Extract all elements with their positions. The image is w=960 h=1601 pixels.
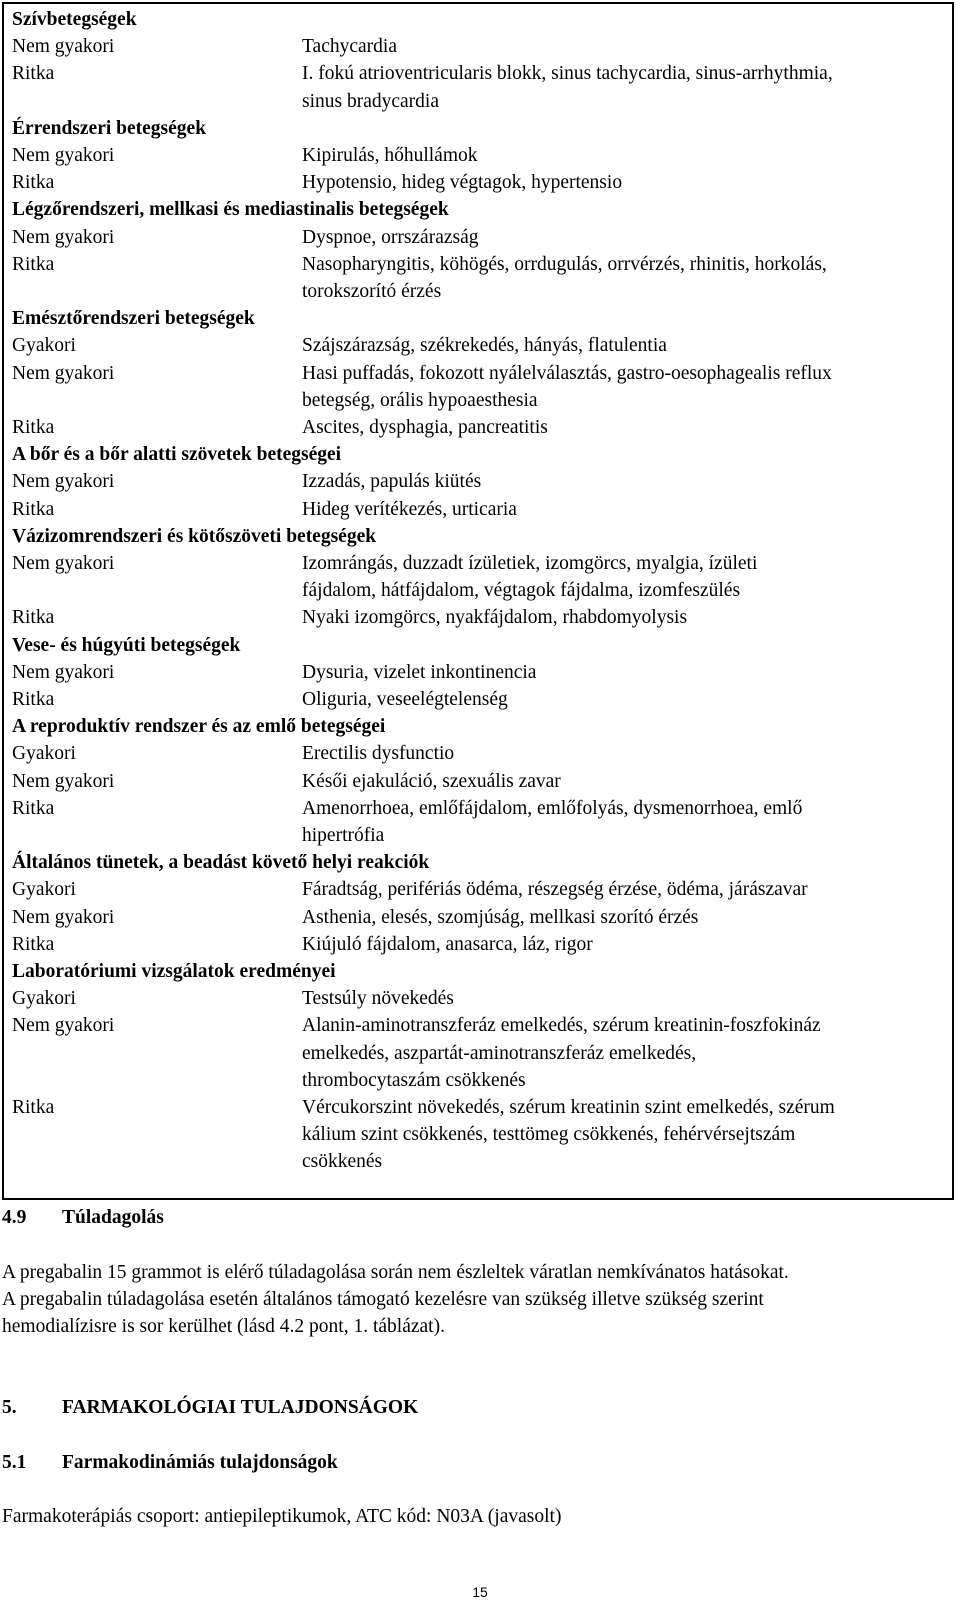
adverse-reaction-text: Nasopharyngitis, köhögés, orrdugulás, orrvérzés, rhinitis, horkolás,	[302, 253, 827, 275]
pharmacotherapeutic-group: Farmakoterápiás csoport: antiepileptikumok, ATC kód: N03A (javasolt)	[2, 1506, 562, 1527]
frequency-label: Gyakori	[12, 335, 76, 357]
adverse-reaction-text: Hasi puffadás, fokozott nyálelválasztás, gastro-oesophagealis reflux	[302, 362, 832, 384]
frequency-label: Ritka	[12, 1097, 55, 1118]
adverse-reaction-text: Ascites, dysphagia, pancreatitis	[302, 417, 548, 438]
frequency-label: Nem gyakori	[12, 1015, 115, 1037]
frequency-label: Ritka	[12, 253, 55, 275]
category-heading: A bőr és a bőr alatti szövetek betegségei	[12, 444, 342, 466]
section-5-1-number: 5.1	[2, 1452, 27, 1473]
section-5-title: FARMAKOLÓGIAI TULAJDONSÁGOK	[62, 1397, 419, 1418]
section-4-9-title: Túladagolás	[62, 1207, 164, 1228]
frequency-label: Ritka	[12, 63, 55, 85]
adverse-reaction-text: Kiújuló fájdalom, anasarca, láz, rigor	[302, 933, 593, 955]
adverse-reaction-text: Dysuria, vizelet inkontinencia	[302, 661, 537, 683]
adverse-reaction-text: thrombocytaszám csökkenés	[302, 1069, 526, 1091]
category-heading: Szívbetegségek	[12, 9, 137, 30]
frequency-label: Nem gyakori	[12, 145, 115, 166]
adverse-reaction-text: Izomrángás, duzzadt ízületiek, izomgörcs, myalgia, ízületi	[302, 553, 758, 574]
adverse-reaction-text: Dyspnoe, orrszárazság	[302, 226, 479, 248]
adverse-reaction-text: I. fokú atrioventricularis blokk, sinus tachycardia, sinus-arrhythmia,	[302, 63, 833, 85]
adverse-reaction-text: emelkedés, aszpartát-aminotranszferáz emelkedés,	[302, 1042, 697, 1064]
category-heading: Vázizomrendszeri és kötőszöveti betegségek	[12, 525, 377, 547]
adverse-reaction-text: Szájszárazság, székrekedés, hányás, flatulentia	[302, 335, 667, 357]
adverse-reaction-text: Vércukorszint növekedés, szérum kreatinin szint emelkedés, szérum	[302, 1097, 835, 1118]
adverse-reaction-text: Hypotensio, hideg végtagok, hypertensio	[302, 172, 623, 194]
frequency-label: Nem gyakori	[12, 770, 115, 792]
adverse-reaction-text: sinus bradycardia	[302, 90, 439, 112]
adverse-reaction-text: Amenorrhoea, emlőfájdalom, emlőfolyás, dysmenorrhoea, emlő	[302, 797, 803, 819]
section-4-9-number: 4.9	[2, 1207, 27, 1228]
page-number: 15	[472, 1584, 488, 1600]
adverse-reaction-text: Asthenia, elesés, szomjúság, mellkasi szorító érzés	[302, 906, 699, 928]
adverse-reaction-text: csökkenés	[302, 1151, 383, 1173]
frequency-label: Nem gyakori	[12, 906, 115, 928]
category-heading: Laboratóriumi vizsgálatok eredményei	[12, 961, 336, 982]
adverse-reaction-text: Nyaki izomgörcs, nyakfájdalom, rhabdomyolysis	[302, 607, 688, 629]
adverse-reaction-text: Alanin-aminotranszferáz emelkedés, szérum kreatinin-foszfokináz	[302, 1015, 821, 1037]
category-heading: Általános tünetek, a beadást követő helyi reakciók	[12, 852, 430, 874]
overdose-paragraph-line: hemodialízisre is sor kerülhet (lásd 4.2 pont, 1. táblázat).	[2, 1316, 445, 1337]
frequency-label: Ritka	[12, 933, 55, 955]
adverse-reaction-text: Oliguria, veseelégtelenség	[302, 689, 508, 710]
frequency-label: Nem gyakori	[12, 661, 115, 683]
frequency-label: Nem gyakori	[12, 36, 115, 58]
adverse-reaction-text: Fáradtság, perifériás ödéma, részegség érzése, ödéma, járászavar	[302, 879, 808, 901]
category-heading: A reproduktív rendszer és az emlő betegségei	[12, 716, 386, 738]
adverse-reaction-text: Izzadás, papulás kiütés	[302, 471, 482, 493]
adverse-reaction-text: Testsúly növekedés	[302, 988, 454, 1010]
adverse-reaction-text: Tachycardia	[302, 36, 397, 58]
adverse-reaction-text: kálium szint csökkenés, testtömeg csökkenés, fehérvérsejtszám	[302, 1124, 796, 1146]
frequency-label: Nem gyakori	[12, 226, 115, 248]
frequency-label: Ritka	[12, 498, 55, 520]
frequency-label: Ritka	[12, 417, 55, 438]
overdose-paragraph-line: A pregabalin 15 grammot is elérő túladagolása során nem észleltek váratlan nemkívánatos hatásokat.	[2, 1262, 789, 1283]
adverse-reaction-text: Késői ejakuláció, szexuális zavar	[302, 770, 561, 792]
frequency-label: Nem gyakori	[12, 553, 115, 574]
frequency-label: Ritka	[12, 607, 55, 629]
frequency-label: Gyakori	[12, 743, 76, 765]
frequency-label: Ritka	[12, 172, 55, 194]
adverse-reaction-text: torokszorító érzés	[302, 281, 442, 302]
category-heading: Vese- és húgyúti betegségek	[12, 634, 241, 656]
frequency-label: Nem gyakori	[12, 362, 115, 384]
adverse-reaction-text: Kipirulás, hőhullámok	[302, 145, 478, 166]
category-heading: Légzőrendszeri, mellkasi és mediastinalis betegségek	[12, 199, 449, 221]
adverse-reaction-text: fájdalom, hátfájdalom, végtagok fájdalma, izomfeszülés	[302, 580, 741, 602]
section-5-1-title: Farmakodinámiás tulajdonságok	[62, 1452, 338, 1473]
section-5-number: 5.	[2, 1397, 17, 1418]
frequency-label: Gyakori	[12, 879, 76, 901]
adverse-reaction-text: hipertrófia	[302, 825, 385, 846]
frequency-label: Nem gyakori	[12, 471, 115, 493]
category-heading: Érrendszeri betegségek	[12, 117, 207, 139]
frequency-label: Ritka	[12, 797, 55, 819]
adverse-reaction-text: Erectilis dysfunctio	[302, 743, 455, 765]
adverse-reaction-text: Hideg verítékezés, urticaria	[302, 498, 517, 520]
category-heading: Emésztőrendszeri betegségek	[12, 308, 255, 330]
frequency-label: Ritka	[12, 689, 55, 710]
adverse-reaction-text: betegség, orális hypoaesthesia	[302, 389, 538, 411]
overdose-paragraph-line: A pregabalin túladagolása esetén általános támogató kezelésre van szükség illetve szükség szerint	[2, 1289, 764, 1310]
frequency-label: Gyakori	[12, 988, 76, 1010]
